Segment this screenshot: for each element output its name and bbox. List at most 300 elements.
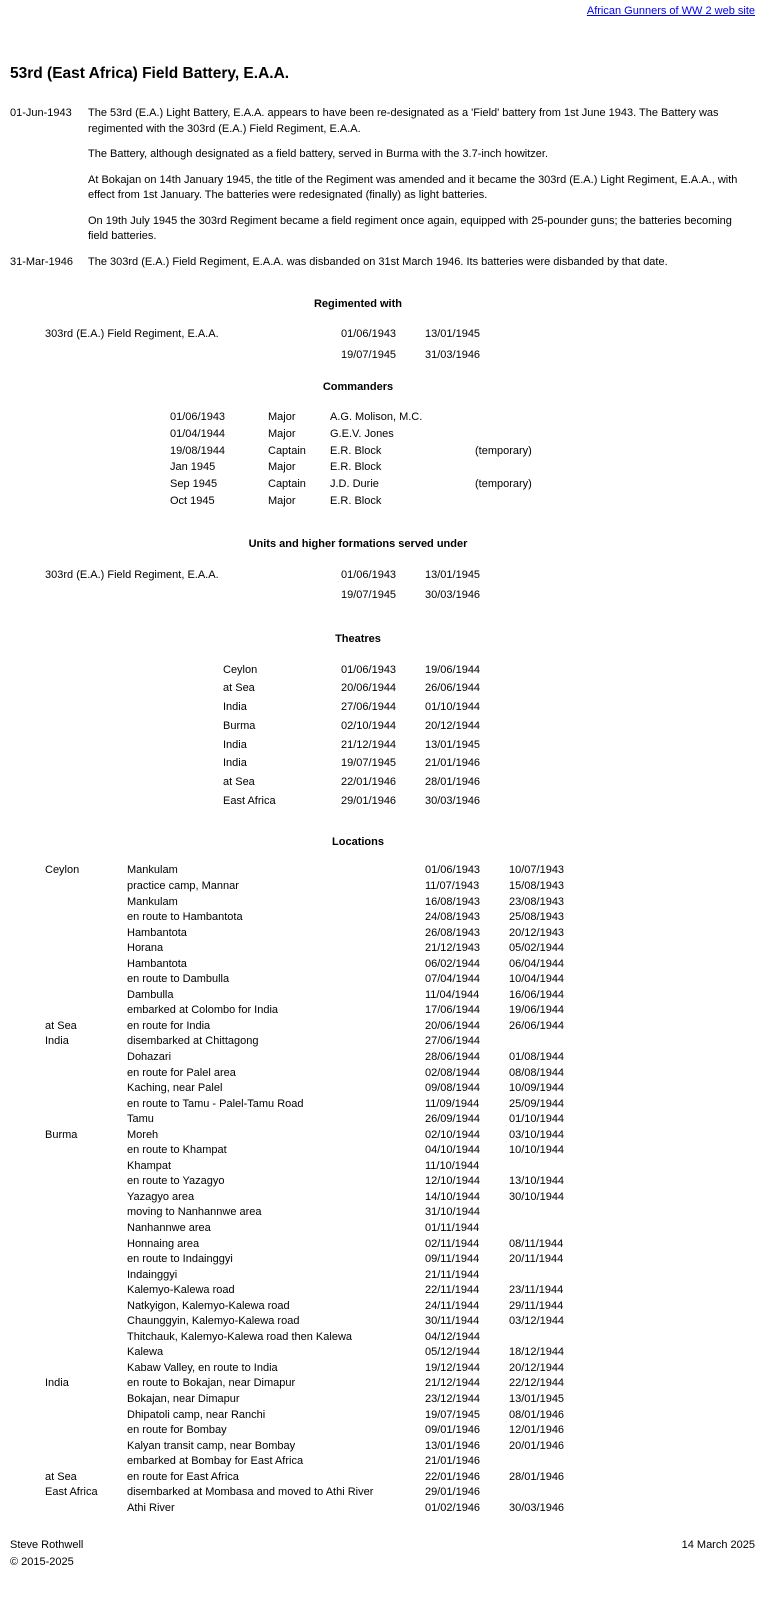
table-cell: East Africa (45, 1486, 98, 1499)
table-cell: 12/01/1946 (509, 1424, 565, 1437)
table-row (45, 1408, 764, 1424)
table-cell: 19/08/1944 (170, 444, 226, 457)
table-cell: 26/09/1944 (425, 1113, 481, 1126)
table-cell (45, 1097, 127, 1113)
table-row (170, 476, 764, 493)
table-row (45, 585, 764, 606)
table-cell: (temporary) (475, 478, 532, 491)
table-cell: Bokajan, near Dimapur (127, 1393, 240, 1405)
table-cell (475, 493, 764, 510)
table-cell (509, 1454, 764, 1470)
table-cell: 22/01/1946 (425, 1470, 481, 1483)
locations-table (45, 863, 764, 1516)
commanders-table (170, 409, 764, 510)
table-cell: Tamu (127, 1113, 154, 1126)
table-cell: 20/11/1944 (509, 1253, 564, 1266)
table-cell: 11/04/1944 (425, 988, 480, 1001)
table-cell (509, 1485, 764, 1501)
table-cell: Ceylon (45, 864, 80, 877)
table-cell: 01/06/1943 (341, 568, 397, 581)
table-cell: India (45, 1377, 69, 1390)
table-row (45, 895, 764, 911)
history-paragraph: The Battery, although designated as a field battery, served in Burma with the 3.7-inch howitzer. (88, 148, 549, 160)
table-cell: en route to Indainggyi (127, 1253, 233, 1266)
table-cell (45, 1361, 127, 1377)
table-row (45, 1299, 764, 1315)
table-cell: India (223, 738, 247, 751)
table-row (45, 1019, 764, 1035)
table-cell: embarked at Bombay for East Africa (127, 1455, 304, 1468)
table-row (45, 1485, 764, 1501)
table-cell: Hambantota (127, 957, 187, 970)
table-cell: Horana (127, 942, 164, 955)
table-cell (45, 957, 127, 973)
table-cell: 01/02/1946 (425, 1501, 481, 1514)
history-entry (10, 255, 746, 281)
regimented-with-table (45, 324, 764, 365)
table-cell: 19/07/1945 (425, 1408, 481, 1421)
table-cell: at Sea (45, 1470, 77, 1483)
table-row (223, 661, 764, 680)
table-cell (509, 1221, 764, 1237)
table-cell (45, 1237, 127, 1253)
table-cell: 19/12/1944 (425, 1361, 481, 1374)
table-cell (45, 879, 127, 895)
table-row (170, 426, 764, 443)
table-cell (45, 910, 127, 926)
table-row (45, 1003, 764, 1019)
table-row (45, 1034, 764, 1050)
table-cell (45, 1439, 127, 1455)
table-cell: 20/06/1944 (425, 1019, 481, 1032)
table-cell (45, 1050, 127, 1066)
table-row (223, 754, 764, 773)
table-cell: en route to Hambantota (127, 911, 243, 924)
footer-copyright: © 2015-2025 (10, 1555, 74, 1568)
table-cell: 19/07/1945 (341, 757, 397, 770)
table-cell (45, 1174, 127, 1190)
table-cell: Major (268, 461, 296, 474)
table-cell: Ceylon (223, 663, 258, 676)
table-cell: Hambantota (127, 926, 187, 939)
table-cell: India (223, 701, 247, 714)
table-cell: 303rd (E.A.) Field Regiment, E.A.A. (45, 568, 219, 581)
table-cell: 11/07/1943 (425, 879, 480, 892)
table-cell: Kaching, near Palel (127, 1082, 223, 1095)
units-table (45, 565, 764, 606)
african-gunners-site-link[interactable]: African Gunners of WW 2 web site (586, 5, 755, 17)
table-cell (45, 1314, 127, 1330)
table-cell: 01/06/1943 (170, 411, 226, 423)
table-cell: 04/12/1944 (425, 1330, 481, 1343)
table-cell (45, 1454, 127, 1470)
table-row (170, 409, 764, 426)
table-row (45, 1392, 764, 1408)
table-cell: 21/12/1944 (341, 738, 397, 751)
table-cell: Major (268, 494, 296, 507)
table-cell: Captain (268, 478, 306, 491)
table-cell: G.E.V. Jones (330, 427, 394, 440)
table-row (45, 988, 764, 1004)
footer-author: Steve Rothwell (10, 1539, 84, 1552)
table-row (45, 1376, 764, 1392)
table-cell: 02/10/1944 (341, 719, 397, 732)
table-cell: Thitchauk, Kalemyo-Kalewa road then Kalewa (127, 1330, 353, 1343)
table-cell: 31/10/1944 (425, 1206, 481, 1219)
table-cell (509, 1034, 764, 1050)
table-row (45, 1143, 764, 1159)
table-cell: 29/01/1946 (341, 794, 397, 807)
table-cell (45, 345, 341, 366)
table-cell: Jan 1945 (170, 461, 216, 474)
table-cell (45, 972, 127, 988)
table-cell: Captain (268, 444, 306, 457)
table-cell: 06/02/1944 (425, 957, 481, 970)
table-cell: 21/01/1946 (425, 757, 481, 770)
table-cell: 10/10/1944 (509, 1144, 565, 1157)
table-cell (509, 1268, 764, 1284)
table-row (45, 1066, 764, 1082)
table-cell: Kabaw Valley, en route to India (127, 1361, 278, 1374)
table-cell: 23/12/1944 (425, 1393, 481, 1405)
table-row (45, 941, 764, 957)
page-title: 53rd (East Africa) Field Battery, E.A.A. (10, 65, 290, 82)
table-row (45, 324, 764, 345)
table-cell: Nanhannwe area (127, 1221, 211, 1234)
history-paragraph: The 303rd (E.A.) Field Regiment, E.A.A. was disbanded on 31st March 1946. Its batteries were disbanded by that date. (88, 255, 668, 268)
table-cell: 03/12/1944 (509, 1315, 565, 1328)
table-cell: 09/11/1944 (425, 1253, 480, 1266)
table-cell: 19/07/1945 (341, 348, 397, 361)
table-cell: 23/08/1943 (509, 895, 565, 908)
table-cell (45, 941, 127, 957)
table-cell: 19/07/1945 (341, 589, 397, 602)
table-cell: 02/10/1944 (425, 1128, 481, 1141)
table-cell: Kalemyo-Kalewa road (127, 1284, 235, 1297)
table-cell: 08/11/1944 (509, 1237, 564, 1250)
history-section (0, 106, 764, 280)
footer-date: 14 March 2025 (681, 1539, 755, 1552)
table-cell: 27/06/1944 (425, 1035, 481, 1048)
table-cell (45, 926, 127, 942)
table-cell: 04/10/1944 (425, 1144, 481, 1157)
table-cell: Mankulam (127, 895, 178, 908)
table-cell: 30/03/1946 (425, 589, 481, 602)
table-cell: 11/10/1944 (425, 1159, 480, 1172)
table-cell: en route for East Africa (127, 1470, 239, 1483)
table-cell: 21/12/1944 (425, 1377, 481, 1390)
table-row (223, 792, 764, 811)
table-row (45, 1470, 764, 1486)
table-row (45, 1174, 764, 1190)
table-cell: J.D. Durie (330, 478, 379, 491)
table-row (45, 1283, 764, 1299)
table-cell (45, 988, 127, 1004)
table-cell (509, 1330, 764, 1346)
table-cell: 11/09/1944 (425, 1097, 480, 1110)
table-row (45, 1112, 764, 1128)
table-cell: Oct 1945 (170, 494, 215, 507)
table-cell: 28/06/1944 (425, 1050, 481, 1063)
table-cell: 30/03/1946 (509, 1501, 565, 1514)
table-cell: 14/10/1944 (425, 1190, 481, 1203)
table-cell: 13/01/1945 (509, 1393, 565, 1405)
table-cell: E.R. Block (330, 494, 382, 507)
table-cell: at Sea (223, 682, 255, 695)
table-cell: Burma (45, 1128, 78, 1141)
table-cell: 25/08/1943 (509, 911, 565, 924)
table-cell: 21/11/1944 (425, 1268, 480, 1281)
table-cell: 25/09/1944 (509, 1097, 565, 1110)
theatres-heading: Theatres (335, 632, 381, 645)
table-cell: practice camp, Mannar (127, 879, 239, 892)
table-cell: Dohazari (127, 1050, 172, 1063)
table-row (45, 565, 764, 586)
table-cell: 26/06/1944 (509, 1019, 565, 1032)
table-cell: en route for India (127, 1019, 211, 1032)
history-entry (10, 106, 746, 255)
table-cell (45, 1143, 127, 1159)
table-cell (45, 1408, 127, 1424)
table-cell: 01/10/1944 (425, 701, 481, 714)
table-cell: 30/03/1946 (425, 794, 481, 807)
regimented-with-heading: Regimented with (313, 298, 402, 310)
table-cell (45, 1501, 127, 1517)
table-cell: 19/06/1944 (509, 1004, 565, 1017)
table-row (45, 1159, 764, 1175)
table-cell: Sep 1945 (170, 478, 218, 491)
table-cell: 22/11/1944 (425, 1284, 480, 1297)
table-row (45, 1330, 764, 1346)
table-cell: 13/01/1946 (425, 1439, 481, 1452)
table-cell: Chaunggyin, Kalemyo-Kalewa road (127, 1315, 300, 1328)
table-cell: 01/04/1944 (170, 427, 226, 440)
table-row (45, 1097, 764, 1113)
header-link-row (0, 0, 764, 21)
table-cell: 13/01/1945 (425, 738, 481, 751)
history-entry-date: 01-Jun-1943 (10, 107, 72, 119)
table-cell: India (223, 757, 247, 770)
table-row (170, 459, 764, 476)
table-cell: Moreh (127, 1128, 159, 1141)
table-cell: Dambulla (127, 988, 174, 1001)
table-cell (45, 1283, 127, 1299)
table-row (45, 1361, 764, 1377)
table-cell: Athi River (127, 1501, 175, 1514)
table-cell: 20/06/1944 (341, 682, 397, 695)
table-cell: (temporary) (475, 444, 532, 457)
table-cell: 20/12/1943 (509, 926, 565, 939)
table-cell: 21/12/1943 (425, 942, 481, 955)
table-row (45, 1268, 764, 1284)
table-cell: 13/01/1945 (425, 568, 481, 581)
table-cell: 06/04/1944 (509, 957, 565, 970)
table-cell: en route to Khampat (127, 1144, 227, 1157)
table-cell (45, 1345, 127, 1361)
table-cell: en route for Palel area (127, 1066, 236, 1079)
table-cell: 08/08/1944 (509, 1066, 565, 1079)
table-cell: 01/06/1943 (341, 663, 397, 676)
table-row (45, 1190, 764, 1206)
table-cell (475, 426, 764, 443)
table-cell (45, 1190, 127, 1206)
table-cell: 05/12/1944 (425, 1346, 481, 1359)
table-row (45, 1314, 764, 1330)
table-cell: en route to Yazagyo (127, 1175, 225, 1188)
table-cell: Natkyigon, Kalemyo-Kalewa road (127, 1299, 290, 1312)
table-cell: Dhipatoli camp, near Ranchi (127, 1408, 266, 1421)
table-cell: 13/01/1945 (425, 328, 481, 340)
table-cell (45, 1081, 127, 1097)
table-cell: 08/01/1946 (509, 1408, 565, 1421)
table-cell (45, 1299, 127, 1315)
history-paragraph: On 19th July 1945 the 303rd Regiment became a field regiment once again, equipped with 25-pounder guns; the batteries becoming field batteries. (88, 214, 732, 242)
table-cell (509, 1159, 764, 1175)
table-cell (45, 1268, 127, 1284)
table-cell: Yazagyo area (127, 1190, 195, 1203)
table-cell: 03/10/1944 (509, 1128, 565, 1141)
table-cell: 19/06/1944 (425, 663, 481, 676)
table-cell: 31/03/1946 (425, 348, 481, 361)
table-cell: 01/08/1944 (509, 1050, 565, 1063)
table-cell: 30/10/1944 (509, 1190, 565, 1203)
table-cell: 20/01/1946 (509, 1439, 565, 1452)
table-cell (45, 1330, 127, 1346)
table-cell: 02/08/1944 (425, 1066, 481, 1079)
table-row (45, 1454, 764, 1470)
table-cell: 21/01/1946 (425, 1455, 481, 1468)
table-cell (45, 1003, 127, 1019)
table-row (45, 1252, 764, 1268)
page-footer (0, 1537, 764, 1570)
table-cell: 17/06/1944 (425, 1004, 481, 1017)
units-heading: Units and higher formations served under (248, 537, 468, 550)
history-paragraph: At Bokajan on 14th January 1945, the title of the Regiment was amended and it became the 303rd (E.A.) Light Regiment, E.A.A., with effect from 1st January. The batteries were redesignated (finally) as light batteries. (88, 173, 738, 201)
table-cell: 26/08/1943 (425, 926, 481, 939)
table-cell: Indainggyi (127, 1268, 178, 1281)
history-entry-paragraphs (88, 255, 746, 281)
table-cell (45, 1423, 127, 1439)
table-cell: East Africa (223, 794, 276, 807)
table-cell: at Sea (45, 1019, 77, 1032)
table-row (223, 773, 764, 792)
table-row (45, 1205, 764, 1221)
table-cell: 09/01/1946 (425, 1424, 481, 1437)
table-cell: 12/10/1944 (425, 1175, 481, 1188)
table-cell: en route to Dambulla (127, 973, 230, 986)
table-cell: 303rd (E.A.) Field Regiment, E.A.A. (45, 328, 219, 340)
table-cell (475, 459, 764, 476)
table-cell: 30/11/1944 (425, 1315, 480, 1328)
table-row (45, 1439, 764, 1455)
table-cell (45, 1221, 127, 1237)
table-cell: moving to Nanhannwe area (127, 1206, 262, 1219)
table-row (45, 1345, 764, 1361)
table-cell: 10/04/1944 (509, 973, 565, 986)
table-row (45, 1501, 764, 1517)
table-cell: 01/06/1943 (425, 864, 481, 877)
table-cell: Kalewa (127, 1346, 164, 1359)
table-row (170, 443, 764, 460)
table-row (223, 736, 764, 755)
table-cell: India (45, 1035, 69, 1048)
table-row (45, 972, 764, 988)
table-cell: Khampat (127, 1159, 172, 1172)
table-cell: 27/06/1944 (341, 701, 397, 714)
table-cell (45, 1112, 127, 1128)
table-cell: 15/08/1943 (509, 879, 565, 892)
table-cell: 01/10/1944 (509, 1113, 565, 1126)
table-cell: 26/06/1944 (425, 682, 481, 695)
table-cell: en route for Bombay (127, 1424, 227, 1437)
table-row (45, 879, 764, 895)
table-cell: 09/08/1944 (425, 1082, 481, 1095)
history-entry-paragraphs (88, 106, 746, 255)
table-cell: 05/02/1944 (509, 942, 565, 955)
table-cell: disembarked at Chittagong (127, 1035, 259, 1048)
table-cell: 22/01/1946 (341, 776, 397, 788)
table-cell (45, 1392, 127, 1408)
table-row (45, 345, 764, 366)
table-cell: 23/11/1944 (509, 1284, 564, 1297)
history-paragraph: The 53rd (E.A.) Light Battery, E.A.A. appears to have been re-designated as a 'Field' battery from 1st June 1943. The Battery was regimented with the 303rd (E.A.) Field Regiment, E.A.A. (88, 107, 719, 135)
theatres-table (223, 661, 764, 811)
footer-left (10, 1537, 83, 1570)
table-cell: embarked at Colombo for India (127, 1004, 279, 1017)
commanders-heading: Commanders (322, 381, 394, 393)
table-row (223, 679, 764, 698)
table-cell: en route to Bokajan, near Dimapur (127, 1377, 296, 1390)
table-cell: Kalyan transit camp, near Bombay (127, 1439, 296, 1452)
table-cell: 22/12/1944 (509, 1377, 565, 1390)
table-cell: 16/08/1943 (425, 895, 481, 908)
table-row (223, 717, 764, 736)
table-row (45, 1423, 764, 1439)
table-cell: 29/01/1946 (425, 1486, 481, 1499)
table-cell: 13/10/1944 (509, 1175, 565, 1188)
table-cell: 10/09/1944 (509, 1082, 565, 1095)
table-cell (475, 409, 764, 426)
table-cell (45, 1205, 127, 1221)
table-cell: 29/11/1944 (509, 1299, 564, 1312)
table-cell: 01/11/1944 (425, 1221, 480, 1234)
table-cell (45, 1159, 127, 1175)
table-cell: 01/06/1943 (341, 328, 397, 340)
table-cell: at Sea (223, 776, 255, 788)
table-cell: 18/12/1944 (509, 1346, 565, 1359)
table-cell (45, 1252, 127, 1268)
locations-heading: Locations (332, 836, 384, 849)
table-cell: disembarked at Mombasa and moved to Athi River (127, 1486, 374, 1499)
table-cell: Major (268, 427, 296, 440)
table-cell (45, 1066, 127, 1082)
table-cell (45, 585, 341, 606)
table-cell (509, 1205, 764, 1221)
table-cell: 02/11/1944 (425, 1237, 480, 1250)
table-row (45, 1237, 764, 1253)
table-cell: en route to Tamu - Palel-Tamu Road (127, 1097, 304, 1110)
table-row (45, 910, 764, 926)
table-row (45, 1050, 764, 1066)
table-cell: Honnaing area (127, 1237, 200, 1250)
table-cell: Mankulam (127, 864, 178, 877)
table-cell: 28/01/1946 (509, 1470, 565, 1483)
table-cell: Burma (223, 719, 256, 732)
table-cell: 07/04/1944 (425, 973, 481, 986)
history-entry-date: 31-Mar-1946 (10, 255, 73, 268)
table-row (223, 698, 764, 717)
table-cell: 10/07/1943 (509, 864, 565, 877)
